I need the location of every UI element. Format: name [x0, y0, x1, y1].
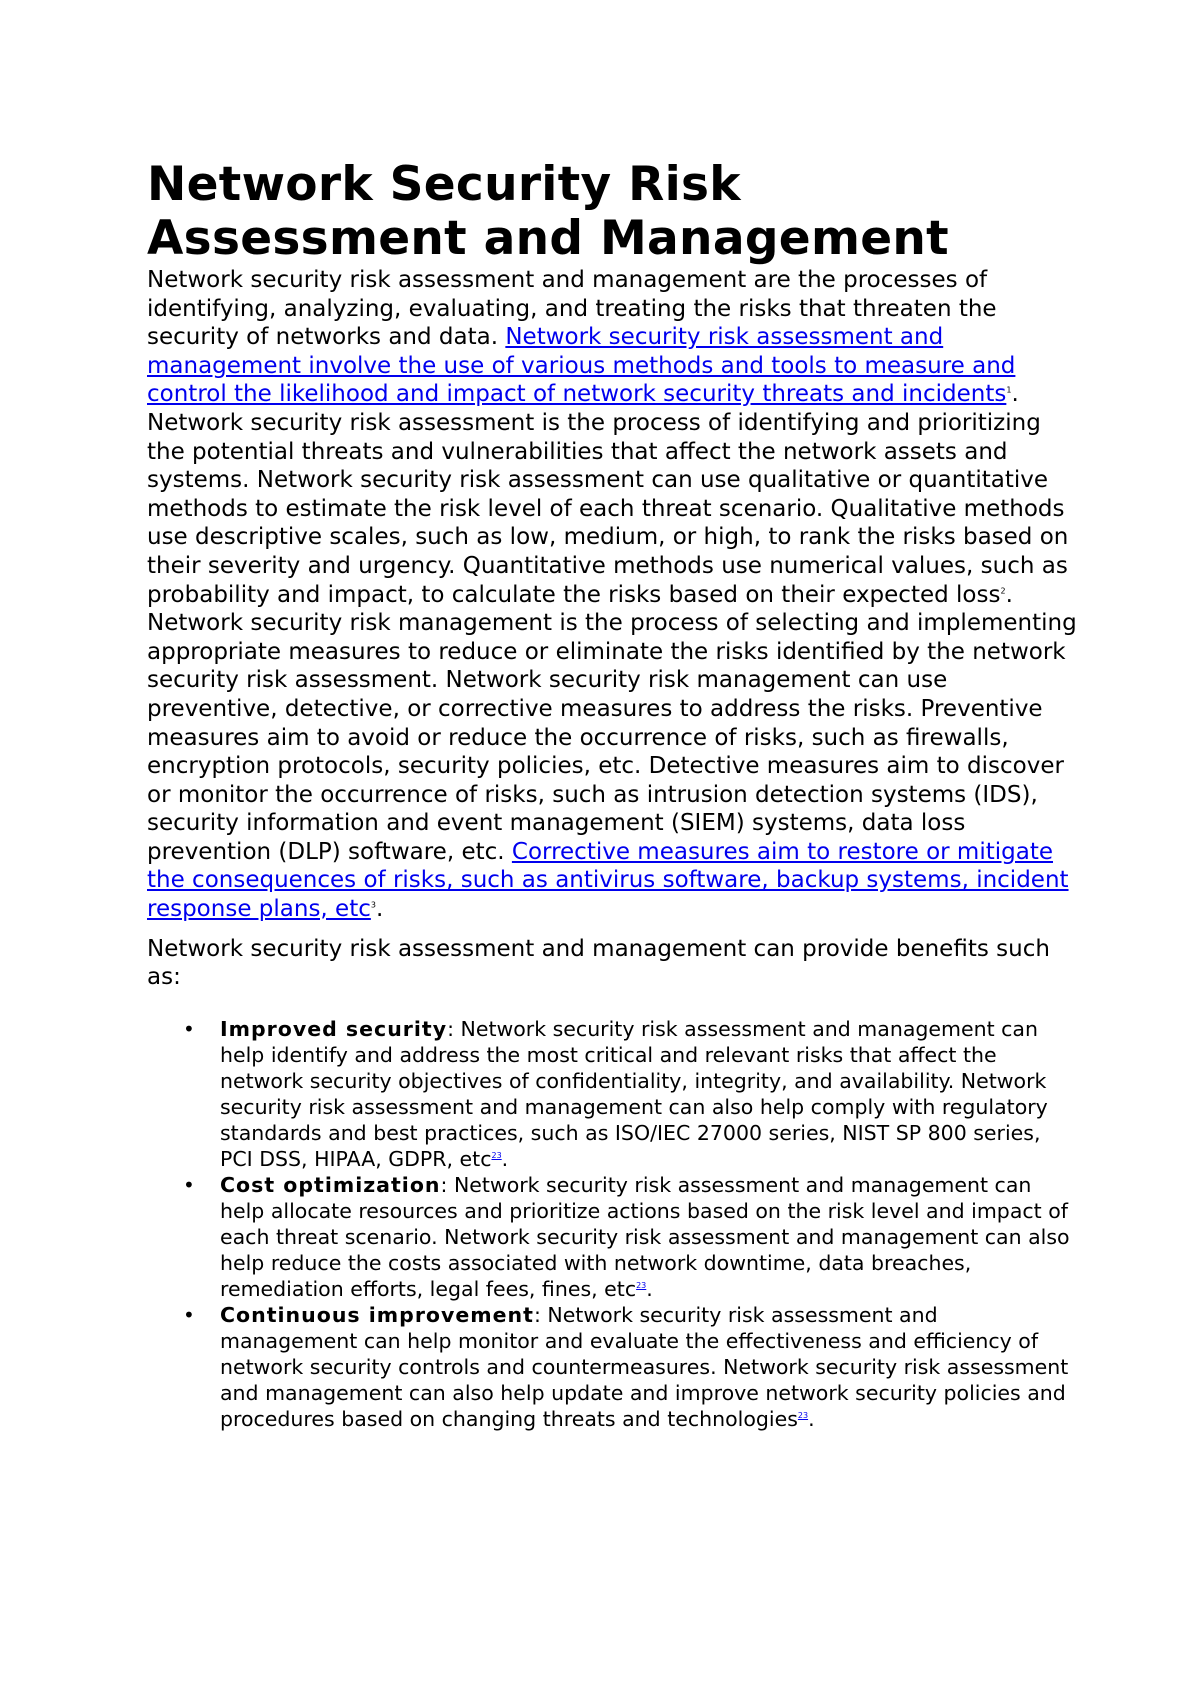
benefit-text: : Network security risk assessment and management can help monitor and evaluate the effectiveness and efficiency of network security controls and countermeasures. Network security risk assessment and management can also help update and improve network security policies and procedures based on changing threats and technologies	[220, 1302, 1069, 1431]
footnote-ref-1[interactable]: 1	[1006, 385, 1012, 395]
footnote-ref-23[interactable]: 23	[797, 1411, 809, 1421]
footnote-ref-2[interactable]: 2	[1000, 585, 1006, 595]
paragraph-assessment-end: .	[1005, 581, 1013, 608]
footnote-ref-3[interactable]: 3	[370, 900, 376, 910]
paragraph-assessment-text: Network security risk assessment is the process of identifying and prioritizing the potential threats and vulnerabilities that affect the network assets and systems. Network security risk assessment can use qualitative or quantitative methods to estimate the risk level of each threat scenario. Qualitative methods use descriptive scales, such as low, medium, or high, to rank the risks based on their severity and urgency. Quantitative methods use numerical values, such as probability and impact, to calculate the risks based on their expected loss	[147, 409, 1069, 608]
list-item-improved-security	[183, 1016, 1077, 1172]
document-title: Network Security Risk Assessment and Management	[147, 157, 949, 266]
benefit-text: : Network security risk assessment and management can help identify and address the most critical and relevant risks that affect the network security objectives of confidentiality, integrity, and availability. Network security risk assessment and management can also help comply with regulatory standards and best practices, such as ISO/IEC 27000 series, NIST SP 800 series, PCI DSS, HIPAA, GDPR, etc	[220, 1016, 1048, 1171]
benefit-end: .	[646, 1276, 653, 1301]
paragraph-intro-text: Network security risk assessment and management are the processes of identifying, analyzing, evaluating, and treating the risks that threaten the security of networks and data.	[147, 267, 997, 351]
paragraph-intro-end: .	[1011, 381, 1019, 408]
benefit-term: Cost optimization	[220, 1172, 441, 1197]
paragraph-management-text: Network security risk management is the process of selecting and implementing appropriate measures to reduce or eliminate the risks identified by the network security risk assessment. Network security risk management can use preventive, detective, or corrective measures to address the risks. Preventive measures aim to avoid or reduce the occurrence of risks, such as firewalls, encryption protocols, security policies, etc. Detective measures aim to discover or monitor the occurrence of risks, such as intrusion detection systems (IDS), security information and event management (SIEM) systems, data loss prevention (DLP) software, etc.	[147, 610, 1077, 865]
paragraph-benefits-intro: Network security risk assessment and management can provide benefits such as:	[147, 935, 1050, 991]
paragraph-management-end: .	[375, 896, 384, 923]
benefit-term: Continuous improvement	[220, 1302, 534, 1327]
reference-link-1[interactable]: Network security risk assessment and management involve the use of various methods and tools to measure and control the likelihood and impact of network security threats and incidents	[147, 324, 1016, 408]
benefit-text: : Network security risk assessment and management can help allocate resources and prioritize actions based on the risk level and impact of each threat scenario. Network security risk assessment and management can also help reduce the costs associated with network downtime, data breaches, remediation efforts, legal fees, fines, etc	[220, 1172, 1070, 1301]
benefit-term: Improved security	[220, 1016, 448, 1041]
reference-link-3[interactable]: Corrective measures aim to restore or mitigate the consequences of risks, such as antivirus software, backup systems, incident response plans, etc	[147, 838, 1069, 923]
benefit-end: .	[501, 1146, 509, 1171]
bullet-icon: •	[183, 1172, 195, 1197]
document-page	[147, 158, 1077, 1432]
paragraph-assessment	[147, 409, 1077, 609]
list-item-continuous-improvement	[183, 1302, 1077, 1432]
bullet-icon: •	[183, 1302, 195, 1327]
footnote-ref-23[interactable]: 23	[636, 1281, 647, 1291]
footnote-ref-23[interactable]: 23	[491, 1151, 502, 1161]
list-item-cost-optimization	[183, 1172, 1077, 1302]
bullet-icon: •	[183, 1016, 195, 1041]
benefits-list	[147, 1016, 1077, 1432]
benefit-end: .	[808, 1406, 815, 1431]
paragraph-intro	[147, 266, 1077, 409]
paragraph-management	[147, 609, 1077, 924]
